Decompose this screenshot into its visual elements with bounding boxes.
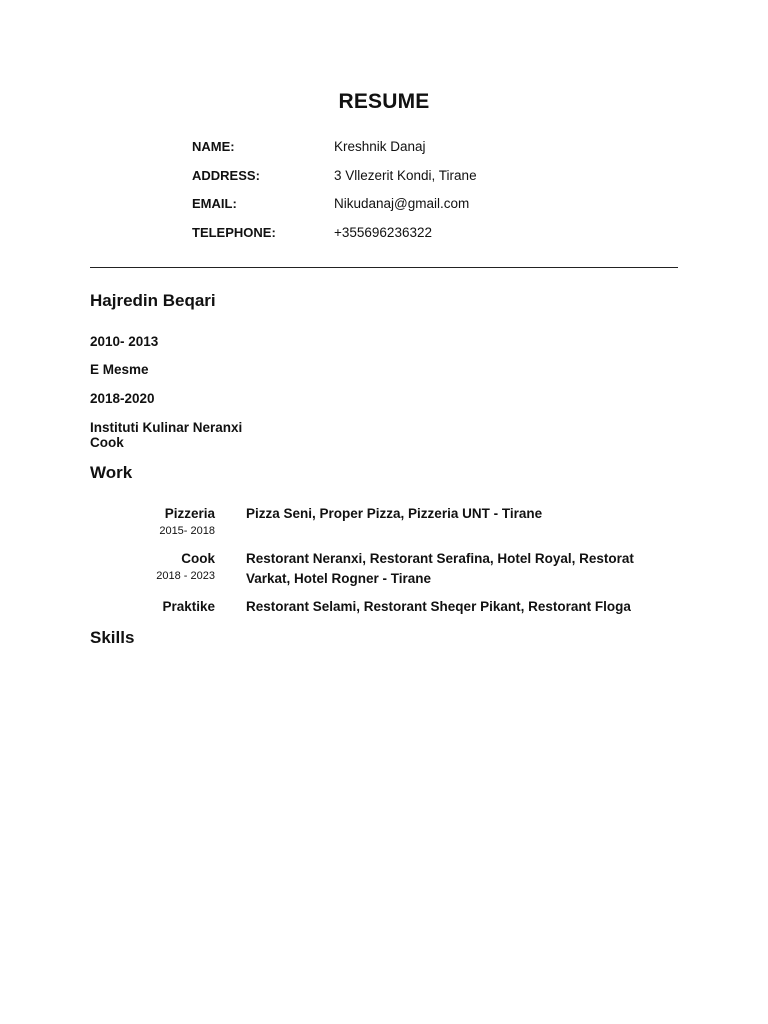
work-role: Praktike [162,599,215,614]
contact-row-address [192,168,612,188]
resume-title: RESUME [338,90,430,113]
education-institution-program: Cook [90,435,124,450]
education-detail: E Mesme [90,362,149,377]
contact-label: ADDRESS: [192,168,260,183]
contact-value: Nikudanaj@gmail.com [334,196,470,211]
contact-label: TELEPHONE: [192,225,276,240]
contact-value: 3 Vllezerit Kondi, Tirane [334,168,477,183]
contact-row-email [192,196,612,216]
header-divider [90,267,678,268]
contact-label: NAME: [192,139,235,154]
contact-value: +355696236322 [334,225,432,240]
contact-value: Kreshnik Danaj [334,139,426,154]
contact-row-name [192,139,612,159]
skills-heading: Skills [90,628,135,647]
education-institution [90,420,242,450]
work-heading: Work [90,463,133,482]
work-places: Restorant Neranxi, Restorant Serafina, Hotel Royal, Restorat Varkat, Hotel Rogner - Tirane [246,551,634,586]
contact-label: EMAIL: [192,196,237,211]
education-period: 2018-2020 [90,391,155,406]
work-role: Pizzeria [164,506,215,521]
work-role: Cook [181,551,215,566]
work-places: Restorant Selami, Restorant Sheqer Pikant, Restorant Floga [246,599,631,614]
education-institution-name: Instituti Kulinar Neranxi [90,420,243,435]
education-period: 2010- 2013 [90,334,159,349]
education-heading: Hajredin Beqari [90,291,216,310]
work-dates: 2015- 2018 [159,525,215,537]
contact-row-telephone [192,225,612,245]
work-dates: 2018 - 2023 [156,570,215,582]
work-places: Pizza Seni, Proper Pizza, Pizzeria UNT - Tirane [246,506,543,521]
